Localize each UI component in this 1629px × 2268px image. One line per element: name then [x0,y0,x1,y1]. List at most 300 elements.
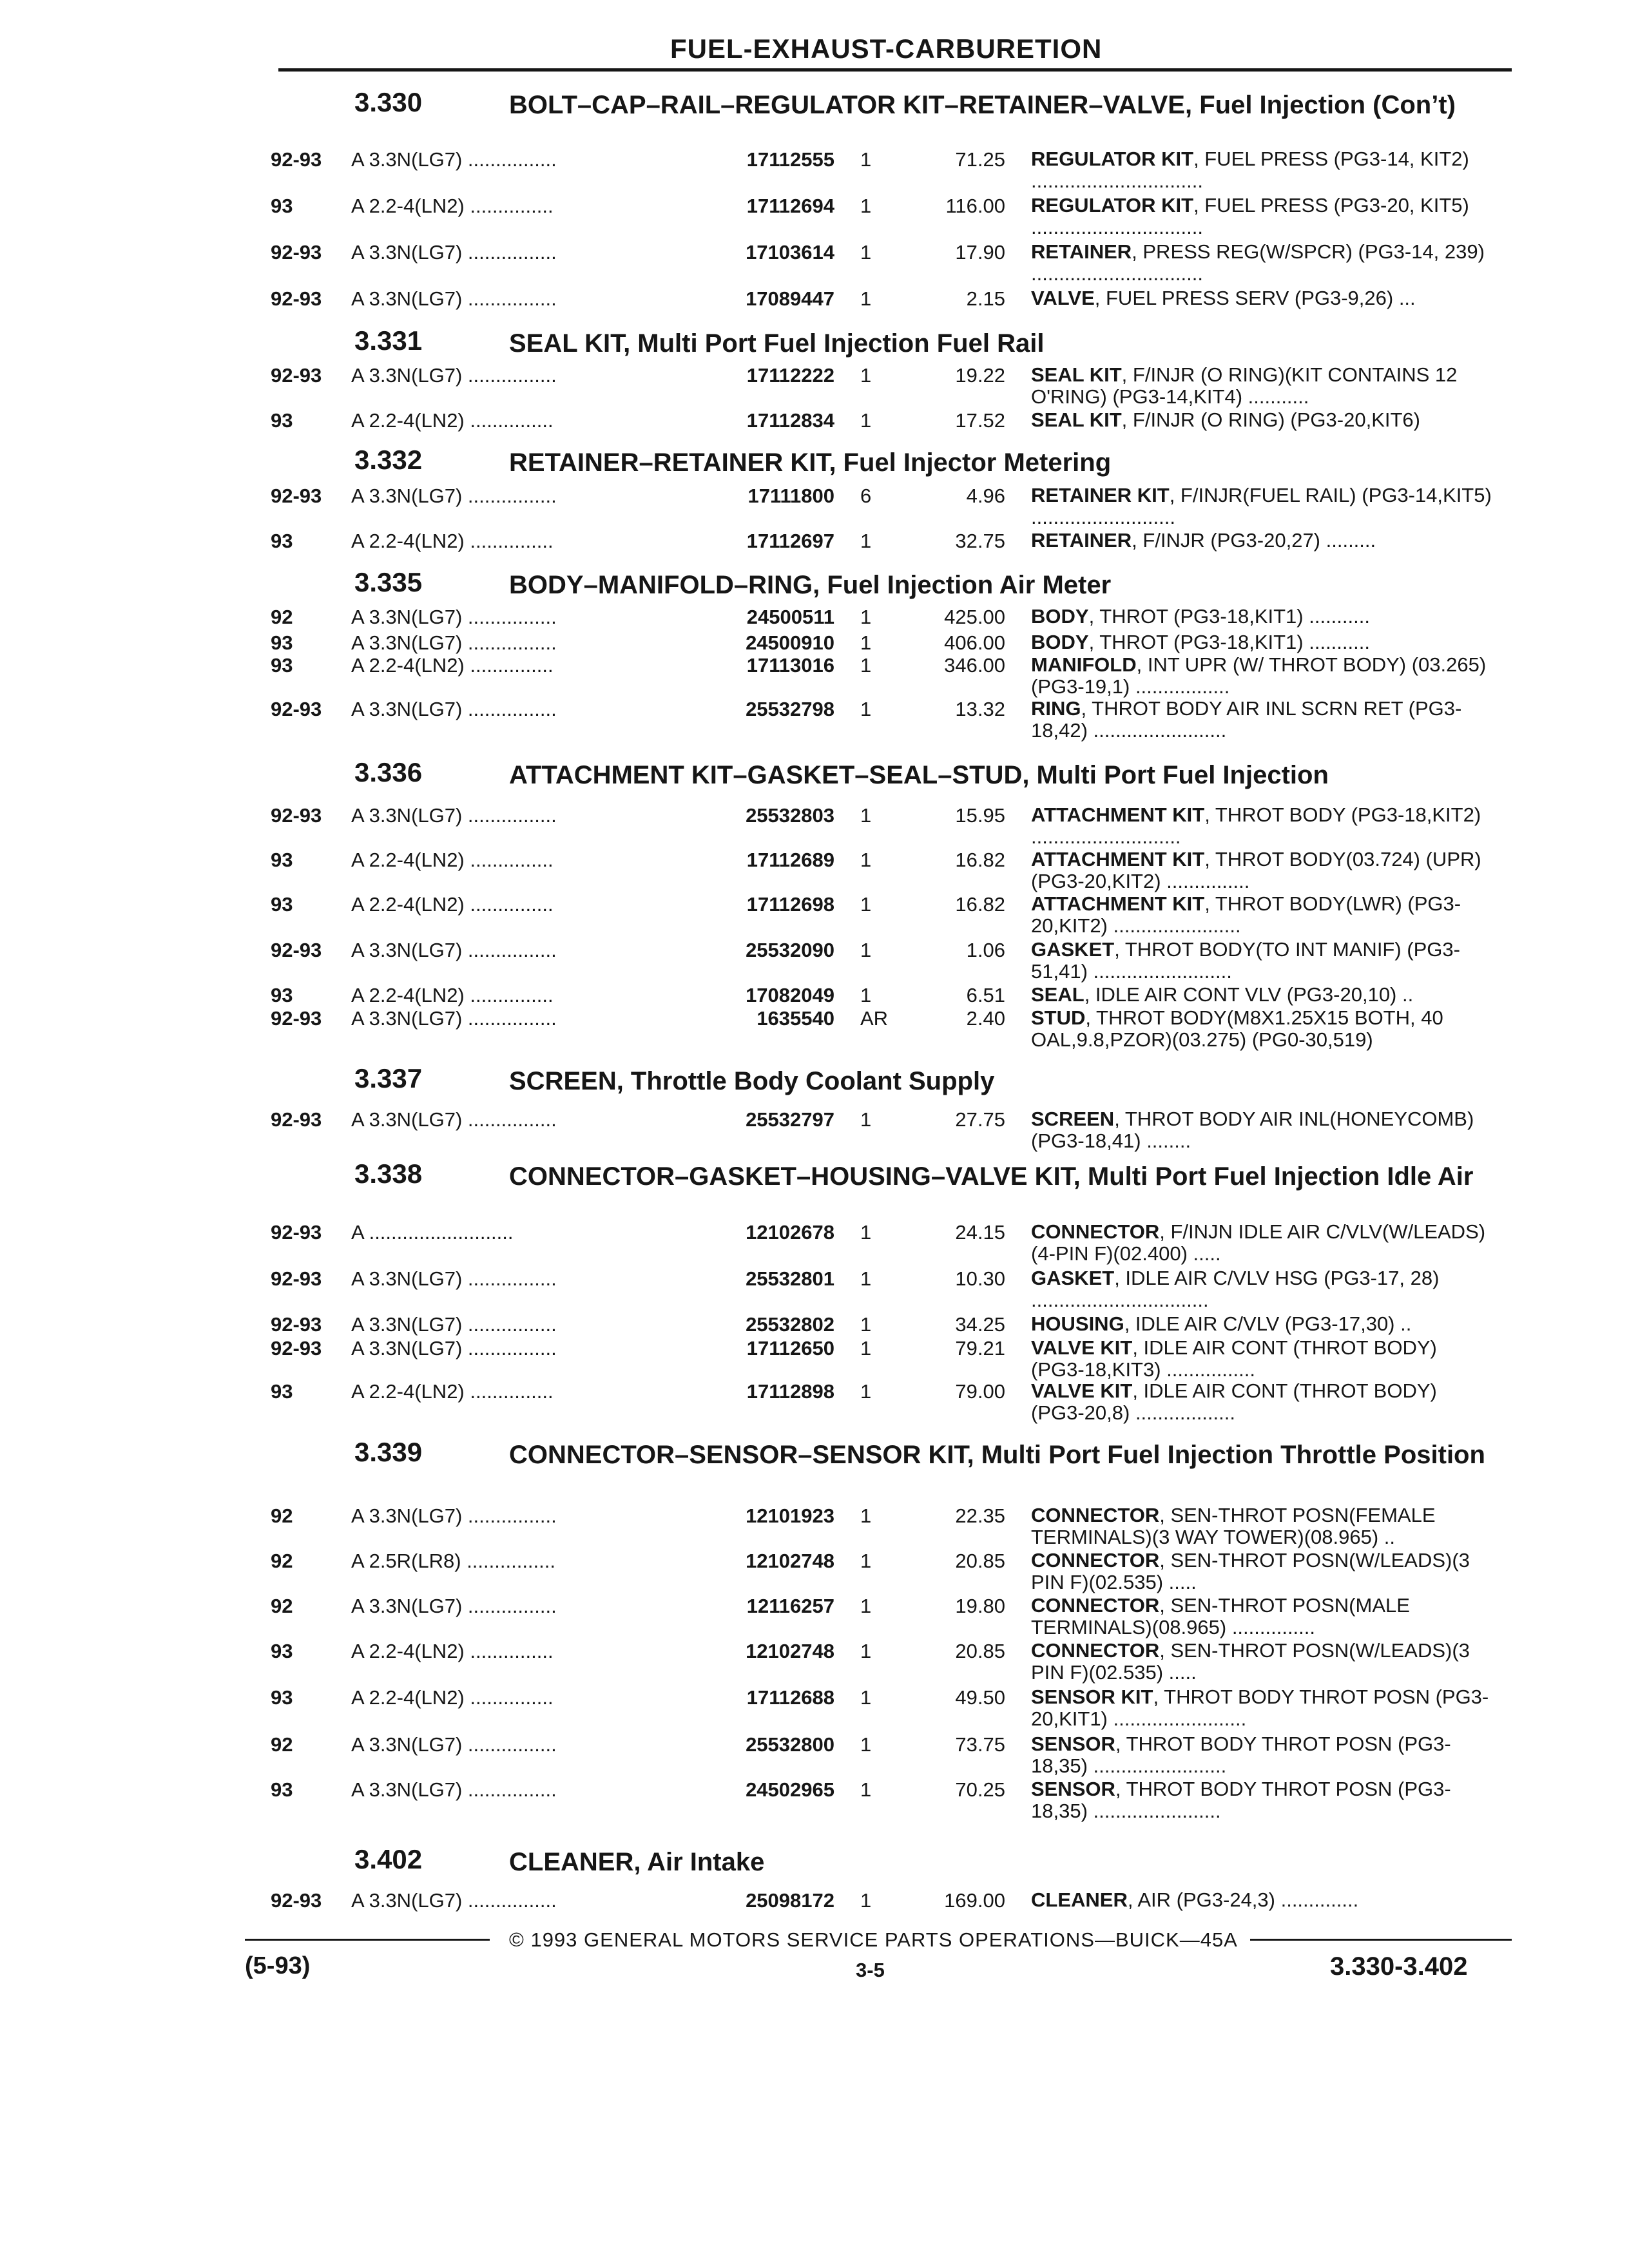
application: A 3.3N(LG7) ................ [351,804,557,827]
description [1031,241,1495,285]
quantity: 1 [860,939,872,961]
section-title: SCREEN, Throttle Body Coolant Supply [509,1067,995,1095]
model-years: 92 [271,1504,293,1527]
description-item-name: CLEANER [1031,1888,1128,1911]
quantity: 1 [860,1221,872,1244]
description [1031,148,1495,192]
part-number: 17112697 [746,530,834,552]
application: A 3.3N(LG7) ................ [351,1889,557,1912]
price: 116.00 [945,195,1005,217]
quantity: 1 [860,1640,872,1662]
quantity: 1 [860,409,872,432]
model-years: 92 [271,1550,293,1572]
part-number: 17112650 [746,1337,834,1360]
description [1031,1550,1495,1593]
description-item-name: REGULATOR KIT [1031,148,1194,170]
quantity: 1 [860,1380,872,1403]
application: A 3.3N(LG7) ................ [351,1337,557,1360]
footer-rule-right [1250,1939,1512,1941]
description [1031,1313,1495,1335]
application: A 3.3N(LG7) ................ [351,287,557,310]
application: A 2.2-4(LN2) ............... [351,195,554,217]
model-years: 93 [271,849,293,871]
description-details: , IDLE AIR C/VLV (PG3-17,30) .. [1124,1312,1412,1335]
part-number: 12102678 [746,1221,834,1244]
section-number: 3.335 [354,567,423,597]
model-years: 92 [271,606,293,628]
section-title: RETAINER–RETAINER KIT, Fuel Injector Metering [509,448,1112,477]
quantity: 1 [860,530,872,552]
price: 169.00 [944,1889,1005,1912]
description-details: , THROT BODY (PG3-18,KIT2) ........................... [1031,803,1481,848]
model-years: 93 [271,654,293,677]
price: 79.00 [955,1380,1005,1403]
description-item-name: SENSOR [1031,1733,1115,1755]
part-number: 17112694 [746,195,834,217]
price: 70.25 [955,1778,1005,1801]
description [1031,1221,1495,1265]
section-title: SEAL KIT, Multi Port Fuel Injection Fuel Rail [509,329,1045,358]
section-number: 3.339 [354,1437,423,1467]
section-number: 3.336 [354,757,423,787]
price: 19.80 [955,1595,1005,1617]
model-years: 93 [271,409,293,432]
description-details: , F/INJR (O RING) (PG3-20,KIT6) [1121,408,1420,431]
description [1031,485,1495,528]
quantity: 1 [860,148,872,171]
quantity: 1 [860,195,872,217]
description-details: , THROT BODY(TO INT MANIF) (PG3-51,41) ......................... [1031,938,1460,983]
section-number: 3.337 [354,1063,423,1093]
price: 15.95 [955,804,1005,827]
quantity: 1 [860,606,872,628]
quantity: 1 [860,1778,872,1801]
description-item-name: BODY [1031,631,1089,653]
part-number: 17112555 [746,148,834,171]
description-details: , F/INJR (PG3-20,27) ......... [1132,529,1376,552]
application: A 3.3N(LG7) ................ [351,241,557,264]
description-item-name: SENSOR KIT [1031,1686,1153,1708]
description-item-name: SCREEN [1031,1108,1115,1130]
price: 27.75 [955,1108,1005,1131]
description-item-name: CONNECTOR [1031,1594,1160,1617]
section-title: CLEANER, Air Intake [509,1848,765,1876]
table-row [0,485,1629,536]
section-title: BODY–MANIFOLD–RING, Fuel Injection Air Meter [509,571,1112,599]
table-row [0,364,1629,416]
table-row [0,1108,1629,1160]
description-item-name: CONNECTOR [1031,1549,1160,1571]
section-number: 3.331 [354,325,423,356]
quantity: 1 [860,1733,872,1756]
description-details: , THROT BODY(03.724) (UPR) (PG3-20,KIT2) ............... [1031,848,1481,892]
part-number: 24502965 [746,1778,834,1801]
price: 19.22 [955,364,1005,387]
part-number: 25532797 [746,1108,834,1131]
description-item-name: STUD [1031,1006,1086,1029]
description-item-name: RETAINER KIT [1031,484,1170,506]
description [1031,1686,1495,1730]
description-details: , THROT BODY THROT POSN (PG3-18,35) ........................ [1031,1733,1451,1777]
description [1031,804,1495,848]
part-number: 17112698 [746,893,834,916]
part-number: 25098172 [746,1889,834,1912]
model-years: 93 [271,893,293,916]
quantity: 1 [860,804,872,827]
description-details: , IDLE AIR CONT (THROT BODY) (PG3-18,KIT3) ................ [1031,1336,1437,1381]
description-details: , SEN-THROT POSN(MALE TERMINALS)(08.965) ............... [1031,1594,1410,1639]
description-item-name: SENSOR [1031,1778,1115,1800]
quantity: 1 [860,1313,872,1336]
application: A 2.2-4(LN2) ............... [351,849,554,871]
description [1031,893,1495,937]
description [1031,1595,1495,1639]
quantity: 1 [860,849,872,871]
model-years: 92-93 [271,1313,322,1336]
section-title: ATTACHMENT KIT–GASKET–SEAL–STUD, Multi Port Fuel Injection [509,761,1329,789]
model-years: 92-93 [271,241,322,264]
description-details: , SEN-THROT POSN(FEMALE TERMINALS)(3 WAY TOWER)(08.965) .. [1031,1504,1436,1548]
part-number: 17113016 [746,654,834,677]
quantity: 1 [860,631,872,654]
table-row [0,1778,1629,1830]
description-item-name: VALVE KIT [1031,1379,1133,1402]
application: A 2.5R(LR8) ................ [351,1550,555,1572]
description [1031,984,1495,1006]
description-details: , F/INJN IDLE AIR C/VLV(W/LEADS)(4-PIN F)(02.400) ..... [1031,1220,1486,1265]
application: A 3.3N(LG7) ................ [351,1733,557,1756]
quantity: 1 [860,698,872,720]
quantity: 1 [860,1108,872,1131]
description-item-name: SEAL KIT [1031,363,1122,386]
quantity: 1 [860,287,872,310]
description [1031,1267,1495,1311]
description-details: , FUEL PRESS SERV (PG3-9,26) ... [1094,287,1416,309]
part-number: 17112898 [746,1380,834,1403]
description [1031,364,1495,408]
model-years: 92-93 [271,1337,322,1360]
quantity: 1 [860,1337,872,1360]
application: A 3.3N(LG7) ................ [351,1108,557,1131]
footer-section-range: 3.330-3.402 [1330,1952,1468,1981]
quantity: AR [860,1007,889,1030]
quantity: 1 [860,1267,872,1290]
description-item-name: ATTACHMENT KIT [1031,848,1205,870]
price: 2.15 [966,287,1005,310]
model-years: 92-93 [271,698,322,720]
description-details: , THROT (PG3-18,KIT1) ........... [1088,631,1370,653]
model-years: 92-93 [271,485,322,507]
price: 16.82 [955,849,1005,871]
table-row [0,1733,1629,1785]
table-row [0,1221,1629,1273]
application: A 2.2-4(LN2) ............... [351,530,554,552]
model-years: 92-93 [271,1007,322,1030]
price: 20.85 [955,1640,1005,1662]
model-years: 92-93 [271,1221,322,1244]
quantity: 1 [860,1686,872,1709]
table-row [0,1267,1629,1319]
application: A 2.2-4(LN2) ............... [351,984,554,1006]
description-details: , THROT BODY(M8X1.25X15 BOTH, 40 OAL,9.8,PZOR)(03.275) (PG0-30,519) [1031,1006,1443,1051]
model-years: 92 [271,1595,293,1617]
table-row [0,1686,1629,1738]
part-number: 17112222 [746,364,834,387]
model-years: 92 [271,1733,293,1756]
part-number: 17111800 [747,485,834,507]
application: A 3.3N(LG7) ................ [351,631,557,654]
description [1031,1778,1495,1822]
description [1031,698,1495,742]
description-item-name: MANIFOLD [1031,653,1137,676]
model-years: 93 [271,195,293,217]
application: A 3.3N(LG7) ................ [351,485,557,507]
model-years: 92-93 [271,1108,322,1131]
quantity: 1 [860,1889,872,1912]
section-number: 3.332 [354,445,423,475]
part-number: 12102748 [746,1640,834,1662]
description-item-name: SEAL [1031,983,1084,1006]
footer-copyright: © 1993 GENERAL MOTORS SERVICE PARTS OPERATIONS—BUICK—45A [509,1928,1238,1951]
quantity: 1 [860,364,872,387]
price: 13.32 [955,698,1005,720]
price: 79.21 [955,1337,1005,1360]
page-header-rule [278,68,1512,72]
part-number: 25532801 [746,1267,834,1290]
description-item-name: RETAINER [1031,240,1132,263]
model-years: 93 [271,1686,293,1709]
description-details: , FUEL PRESS (PG3-20, KIT5) ............................... [1031,194,1469,238]
application: A 3.3N(LG7) ................ [351,1778,557,1801]
description-item-name: ATTACHMENT KIT [1031,892,1205,915]
model-years: 93 [271,631,293,654]
application: A 2.2-4(LN2) ............... [351,654,554,677]
part-number: 17082049 [746,984,834,1006]
part-number: 25532802 [746,1313,834,1336]
model-years: 93 [271,1380,293,1403]
part-number: 25532803 [746,804,834,827]
description [1031,1640,1495,1684]
quantity: 1 [860,654,872,677]
description-details: , F/INJR(FUEL RAIL) (PG3-14,KIT5) .......................... [1031,484,1492,528]
price: 1.06 [966,939,1005,961]
application: A 3.3N(LG7) ................ [351,1595,557,1617]
description-details: , THROT (PG3-18,KIT1) ........... [1088,605,1370,628]
description-item-name: CONNECTOR [1031,1504,1160,1526]
price: 17.90 [955,241,1005,264]
part-number: 25532798 [746,698,834,720]
table-row [0,939,1629,990]
quantity: 1 [860,1504,872,1527]
part-number: 24500910 [746,631,834,654]
description-item-name: RING [1031,697,1081,720]
description-details: , AIR (PG3-24,3) .............. [1127,1888,1359,1911]
price: 22.35 [955,1504,1005,1527]
description [1031,287,1495,309]
table-row [0,1595,1629,1646]
footer-date-code: (5-93) [245,1952,311,1979]
section-number: 3.330 [354,87,423,117]
description-item-name: SEAL KIT [1031,408,1122,431]
model-years: 93 [271,530,293,552]
description [1031,1337,1495,1381]
description-item-name: VALVE [1031,287,1095,309]
application: A 3.3N(LG7) ................ [351,148,557,171]
description [1031,530,1495,552]
description [1031,939,1495,983]
application: A 3.3N(LG7) ................ [351,1313,557,1336]
part-number: 25532090 [746,939,834,961]
description [1031,1108,1495,1152]
description [1031,1504,1495,1548]
model-years: 92-93 [271,287,322,310]
price: 24.15 [955,1221,1005,1244]
description-details: , FUEL PRESS (PG3-14, KIT2) ............................... [1031,148,1469,192]
footer-page-number: 3-5 [856,1959,885,1981]
part-number: 17103614 [746,241,834,264]
page-header-title: FUEL-EXHAUST-CARBURETION [670,34,1103,64]
description-item-name: REGULATOR KIT [1031,194,1194,216]
price: 425.00 [944,606,1005,628]
section-title: BOLT–CAP–RAIL–REGULATOR KIT–RETAINER–VALVE, Fuel Injection (Con’t) [509,91,1456,119]
table-row [0,698,1629,749]
description-item-name: GASKET [1031,1267,1115,1289]
description [1031,1007,1495,1051]
price: 73.75 [955,1733,1005,1756]
application: A 2.2-4(LN2) ............... [351,893,554,916]
description-details: , SEN-THROT POSN(W/LEADS)(3 PIN F)(02.535) ..... [1031,1549,1470,1593]
price: 4.96 [966,485,1005,507]
application: A 3.3N(LG7) ................ [351,606,557,628]
model-years: 92-93 [271,148,322,171]
section-number: 3.402 [354,1844,423,1874]
part-number: 17112834 [746,409,834,432]
footer-rule-left [245,1939,490,1941]
section-number: 3.338 [354,1158,423,1189]
application: A .......................... [351,1221,514,1244]
quantity: 1 [860,984,872,1006]
table-row [0,893,1629,945]
part-number: 12102748 [746,1550,834,1572]
table-row [0,241,1629,293]
application: A 3.3N(LG7) ................ [351,1504,557,1527]
description-details: , IDLE AIR CONT (THROT BODY) (PG3-20,8) .................. [1031,1379,1437,1424]
description-details: , INT UPR (W/ THROT BODY) (03.265) (PG3-19,1) ................. [1031,653,1487,698]
description-item-name: CONNECTOR [1031,1220,1160,1243]
price: 71.25 [955,148,1005,171]
application: A 2.2-4(LN2) ............... [351,1640,554,1662]
price: 17.52 [955,409,1005,432]
model-years: 93 [271,1778,293,1801]
description [1031,409,1495,431]
table-row [0,1007,1629,1059]
description [1031,1889,1495,1911]
price: 32.75 [955,530,1005,552]
application: A 3.3N(LG7) ................ [351,698,557,720]
part-number: 12101923 [746,1504,834,1527]
model-years: 92-93 [271,939,322,961]
model-years: 92-93 [271,364,322,387]
description-details: , THROT BODY AIR INL(HONEYCOMB) (PG3-18,41) ........ [1031,1108,1474,1152]
description-item-name: GASKET [1031,938,1115,961]
table-row [0,1640,1629,1691]
description-item-name: CONNECTOR [1031,1639,1160,1662]
description-details: , THROT BODY(LWR) (PG3-20,KIT2) ....................... [1031,892,1461,937]
quantity: 1 [860,241,872,264]
quantity: 6 [860,485,872,507]
application: A 2.2-4(LN2) ............... [351,409,554,432]
description-details: , IDLE AIR CONT VLV (PG3-20,10) .. [1084,983,1414,1006]
description-details: , IDLE AIR C/VLV HSG (PG3-17, 28) ................................ [1031,1267,1440,1311]
price: 406.00 [944,631,1005,654]
application: A 2.2-4(LN2) ............... [351,1686,554,1709]
part-number: 17112688 [746,1686,834,1709]
application: A 3.3N(LG7) ................ [351,1267,557,1290]
price: 20.85 [955,1550,1005,1572]
description [1031,1380,1495,1424]
description-details: , THROT BODY AIR INL SCRN RET (PG3-18,42) ........................ [1031,697,1462,742]
table-row [0,148,1629,200]
model-years: 93 [271,984,293,1006]
description-details: , PRESS REG(W/SPCR) (PG3-14, 239) ............................... [1031,240,1485,285]
description-details: , THROT BODY THROT POSN (PG3-20,KIT1) ........................ [1031,1686,1489,1730]
table-row [0,195,1629,246]
price: 6.51 [966,984,1005,1006]
description [1031,1733,1495,1777]
quantity: 1 [860,1595,872,1617]
description [1031,654,1495,698]
table-row [0,1380,1629,1432]
part-number: 1635540 [757,1007,834,1030]
price: 16.82 [955,893,1005,916]
table-row [0,1504,1629,1556]
model-years: 93 [271,1640,293,1662]
description-details: , F/INJR (O RING)(KIT CONTAINS 12 O'RING) (PG3-14,KIT4) ........... [1031,363,1458,408]
price: 34.25 [955,1313,1005,1336]
application: A 3.3N(LG7) ................ [351,364,557,387]
application: A 3.3N(LG7) ................ [351,1007,557,1030]
part-number: 17112689 [746,849,834,871]
description [1031,631,1495,653]
description-details: , SEN-THROT POSN(W/LEADS)(3 PIN F)(02.535) ..... [1031,1639,1470,1684]
description-item-name: ATTACHMENT KIT [1031,803,1205,826]
description [1031,849,1495,892]
quantity: 1 [860,893,872,916]
application: A 2.2-4(LN2) ............... [351,1380,554,1403]
part-number: 24500511 [746,606,834,628]
description-item-name: VALVE KIT [1031,1336,1133,1359]
part-number: 12116257 [746,1595,834,1617]
description-item-name: BODY [1031,605,1089,628]
application: A 3.3N(LG7) ................ [351,939,557,961]
quantity: 1 [860,1550,872,1572]
model-years: 92-93 [271,1889,322,1912]
model-years: 92-93 [271,804,322,827]
section-title: CONNECTOR–SENSOR–SENSOR KIT, Multi Port Fuel Injection Throttle Position [509,1441,1485,1469]
part-number: 17089447 [746,287,834,310]
description-details: , THROT BODY THROT POSN (PG3-18,35) ....................... [1031,1778,1451,1822]
section-title: CONNECTOR–GASKET–HOUSING–VALVE KIT, Multi Port Fuel Injection Idle Air [509,1162,1474,1191]
price: 10.30 [955,1267,1005,1290]
description-item-name: HOUSING [1031,1312,1124,1335]
description-item-name: RETAINER [1031,529,1132,552]
price: 2.40 [966,1007,1005,1030]
model-years: 92-93 [271,1267,322,1290]
table-row [0,1550,1629,1601]
price: 346.00 [944,654,1005,677]
description [1031,195,1495,238]
price: 49.50 [955,1686,1005,1709]
